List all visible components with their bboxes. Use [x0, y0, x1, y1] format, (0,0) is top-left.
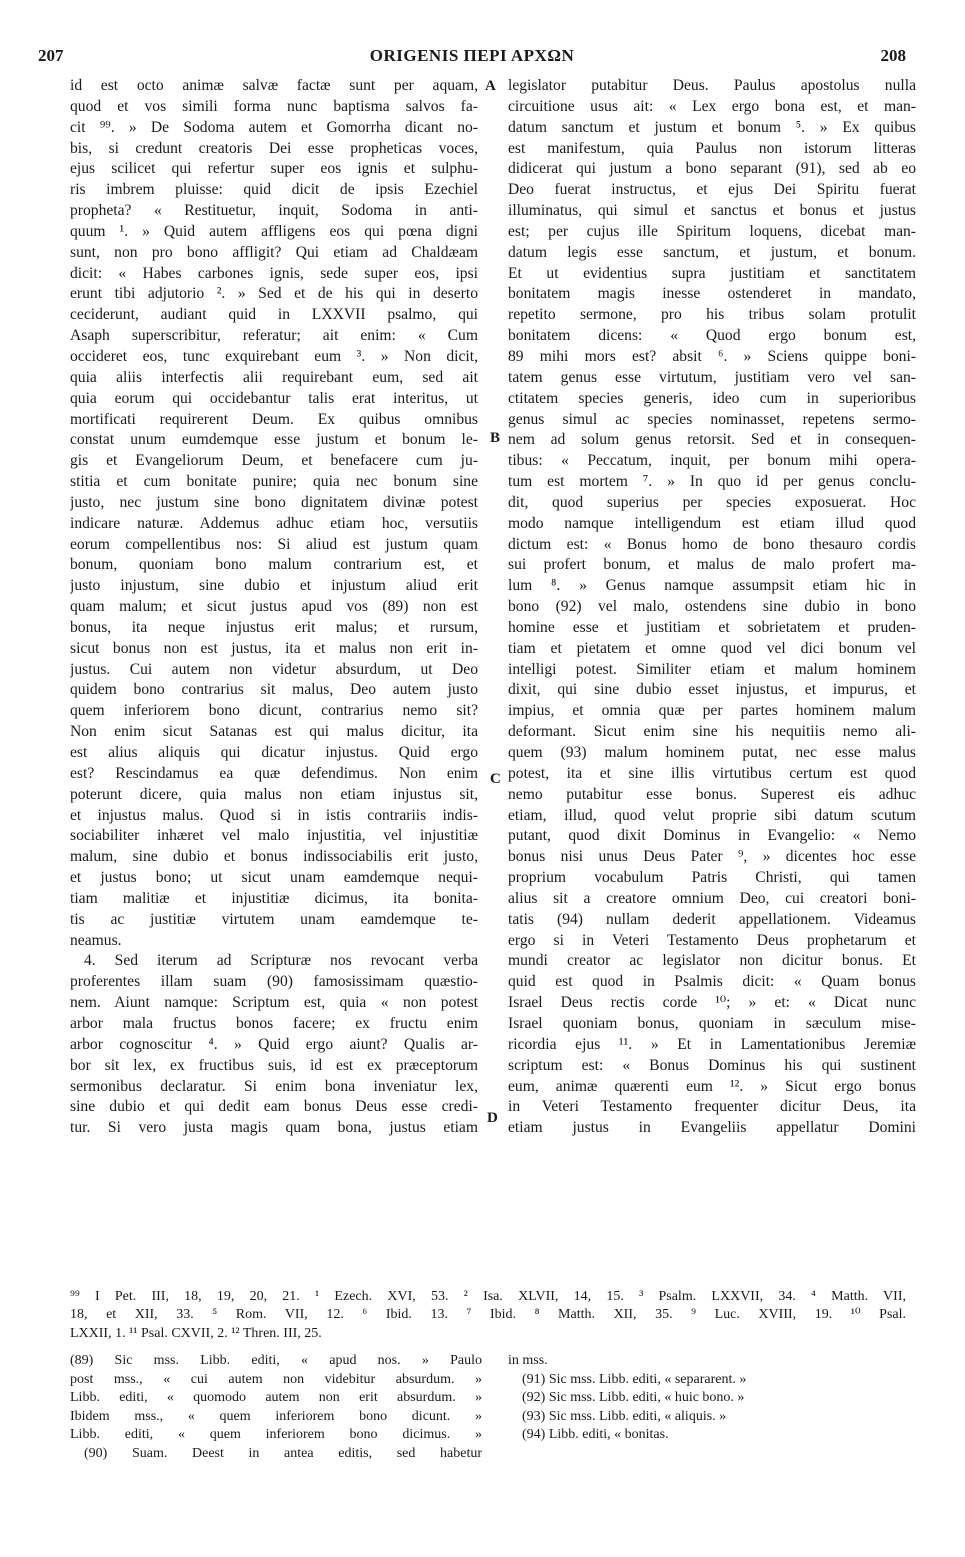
- text-line: Deo fuerat instructus, et ejus Dei Spiritu fuerat: [508, 181, 916, 199]
- text-line: ceciderunt, audiant quid in LXXVII psalmo, qui: [70, 306, 478, 324]
- text-line: intelligi potest. Similiter etiam et malum hominem: [508, 660, 916, 678]
- text-line: etiam justus in Evangeliis appellatur Domini: [508, 1119, 916, 1137]
- text-line: illuminatus, qui simul et sanctus et bonus et justus: [508, 202, 916, 220]
- text-line: tiam et pietatem et omne quod vel dici bonum vel: [508, 639, 916, 657]
- text-line: justus. Cui autem non videtur absurdum, ut Deo: [70, 660, 478, 678]
- text-line: quem inferiorem bono dicunt, contrarius nemo sit?: [70, 702, 478, 720]
- text-line: bis, si credunt creatoris Dei esse propheticas voces,: [70, 139, 478, 157]
- text-line: gis et Evangeliorum Deum, et benefacere cum ju-: [70, 452, 478, 470]
- page-header: [38, 46, 906, 70]
- text-line: 4. Sed iterum ad Scripturæ nos revocant verba: [84, 952, 478, 970]
- text-line: arbor mala fructus bonos facere; ex fructu enim: [70, 1014, 478, 1032]
- text-line: et justus bono; ut sicut unam eamdemque nequi-: [70, 869, 478, 887]
- text-line: potest, ita et sine illis virtutibus certum est quod: [508, 764, 916, 782]
- text-line: est alius aliquis qui dicatur injustus. Quid ergo: [70, 744, 478, 761]
- text-line: deformant. Sicut enim sine his nequitiis nemo ali-: [508, 723, 916, 741]
- text-line: quod et vos simili forma nunc baptisma salvos fa-: [70, 97, 478, 115]
- text-line: homine esse et justitiam et sobrietatem et pruden-: [508, 618, 916, 636]
- text-line: repetito sermone, pro his tribus solam protulit: [508, 306, 916, 324]
- text-line: sunt, non pro bono affligit? Qui etiam ad Chaldæam: [70, 243, 478, 261]
- text-line: mortificati requirerent Deum. Ex quibus omnibus: [70, 410, 478, 428]
- text-line: bonus, ita neque injustus erit malus; et rursum,: [70, 618, 478, 636]
- text-line: cit ⁹⁹. » De Sodoma autem et Gomorrha dicant no-: [70, 118, 478, 136]
- text-line: bonitatem magis inesse ostenderet in mandato,: [508, 285, 916, 303]
- note-line: (93) Sic mss. Libb. editi, « aliquis. »: [522, 1408, 727, 1424]
- text-line: tur. Si vero justa magis quam bona, justus etiam: [70, 1119, 478, 1137]
- text-line: quia eorum qui occidebantur talis erat interitus, ut: [70, 389, 478, 407]
- text-line: proferentes illam suam (90) famosissimam quæstio-: [70, 973, 478, 991]
- text-line: proprium vocabulum Patris Christi, qui tamen: [508, 869, 916, 887]
- text-line: nemo putabitur esse bonus. Superest eis adhuc: [508, 785, 916, 803]
- text-line: constat unum eumdemque esse justum et bonum le-: [70, 431, 478, 449]
- text-line: poterunt dicere, quia malus non etiam injustus sit,: [70, 785, 478, 803]
- text-line: impius, et omnia quæ per partes hominem malum: [508, 702, 916, 720]
- text-line: quam malum; et sicut justus apud vos (89) non est: [70, 598, 478, 616]
- text-line: stitia et cum bonitate punire; quia nec bonum sine: [70, 473, 478, 491]
- text-line: erunt tibi adjutorio ². » Sed et de his qui in deserto: [70, 285, 478, 303]
- text-line: Israel quoniam bonus, quoniam in sæculum mise-: [508, 1014, 916, 1032]
- note-line: (91) Sic mss. Libb. editi, « separarent. »: [522, 1371, 747, 1387]
- text-line: ergo si in Veteri Testamento Deus prophetarum et: [508, 931, 916, 949]
- text-line: dicit: « Habes carbones ignis, sede super eos, ipsi: [70, 264, 478, 282]
- running-title: ORIGENIS ΠΕΡΙ ΑΡΧΩΝ: [369, 46, 575, 65]
- text-line: ricordia ejus ¹¹. » Et in Lamentationibus Jeremiæ: [508, 1035, 916, 1053]
- text-line: et injustus malus. Quod si in istis contrariis indis-: [70, 806, 478, 824]
- text-line: circuitione usus ait: « Lex ergo bona est, et man-: [508, 97, 916, 115]
- text-line: scriptum est: « Bonus Dominus his qui sustinent: [508, 1056, 916, 1074]
- text-line: neamus.: [70, 931, 122, 949]
- text-line: bor sit lex, ex fructibus suis, id est ex præceptorum: [70, 1056, 478, 1074]
- text-line: eorum compellentibus nos: Si aliud est justum quam: [70, 535, 478, 553]
- text-line: dit, quod superius per species exposuerat. Hoc: [508, 493, 916, 511]
- note-line: (90) Suam. Deest in antea editis, sed habetur: [84, 1445, 482, 1461]
- text-line: est; per cujus ille Spiritum loquens, dicebat man-: [508, 222, 916, 240]
- footnote-line: ⁹⁹ I Pet. III, 18, 19, 20, 21. ¹ Ezech. XVI, 53. ² Isa. XLVII, 14, 15. ³ Psalm. LXXVII, 34. ⁴ Matth. VII,: [70, 1289, 906, 1304]
- note-line: Ibidem mss., « quem inferiorem bono dicunt. »: [70, 1408, 482, 1424]
- right-text-column: [508, 76, 916, 1139]
- text-line: est? Rescindamus ea quæ defendimus. Non enim: [70, 764, 478, 782]
- text-line: id est octo animæ salvæ factæ sunt per aquam,: [70, 77, 478, 94]
- text-line: datum sanctum et justum et bonum ⁵. » Ex quibus: [508, 118, 916, 136]
- text-line: putant, quod dixit Dominus in Evangelio: « Nemo: [508, 827, 916, 845]
- text-line: datum legis esse sanctum, et justum, et bonum.: [508, 243, 916, 261]
- text-line: quum ¹. » Quid autem affligens eos qui pœna digni: [70, 222, 478, 240]
- text-line: dixit, qui sine dubio esset injustus, et impurus, et: [508, 681, 916, 699]
- note-line: Libb. editi, « quem inferiorem bono dicimus. »: [70, 1427, 482, 1442]
- text-line: est manifestum, quia Paulus non istorum litteras: [508, 139, 916, 157]
- text-line: dictum est: « Bonus homo de bono thesauro cordis: [508, 535, 916, 553]
- text-line: Non enim sicut Satanas est qui malus dicitur, ita: [70, 723, 478, 741]
- text-line: tibus: « Peccatum, inquit, per bonum mihi opera-: [508, 452, 916, 470]
- text-line: sicut bonus non est justus, ita et malus non erit in-: [70, 639, 478, 657]
- text-line: didicerat qui justum a bono separant (91), sed ab eo: [508, 160, 916, 178]
- text-line: genus simul ac species nominasset, repetens sermo-: [508, 410, 916, 428]
- text-line: quem (93) malum hominem putat, nec esse malus: [508, 744, 916, 761]
- margin-marker-b: B: [490, 430, 501, 446]
- page-number-left: 207: [38, 46, 64, 65]
- text-line: bonum, quoniam bono malum contrarium est, et: [70, 556, 478, 574]
- footnote-line: 18, et XII, 33. ⁵ Rom. VII, 12. ⁶ Ibid. 13. ⁷ Ibid. ⁸ Matth. XII, 35. ⁹ Luc. XVIII, 19. ¹⁰ Psal.: [70, 1307, 906, 1323]
- text-line: Israel Deus rectis corde ¹⁰; » et: « Dicat nunc: [508, 994, 916, 1012]
- footnote-line: LXXII, 1. ¹¹ Psal. CXVII, 2. ¹² Thren. III, 25.: [70, 1325, 322, 1341]
- text-line: legislator putabitur Deus. Paulus apostolus nulla: [508, 77, 916, 94]
- left-text-column: [70, 76, 478, 1139]
- text-line: tatem genus esse virtutum, justitiam vero vel san-: [508, 368, 916, 386]
- note-line: (94) Libb. editi, « bonitas.: [522, 1427, 669, 1442]
- text-line: bono (92) vel malo, ostendens sine dubio in bono: [508, 598, 916, 616]
- text-line: quidem bono contrarius sit malus, Deo autem justo: [70, 681, 478, 699]
- text-line: alius sit a creatore omnium Deo, cui creatori boni-: [508, 889, 916, 907]
- text-line: quid est quod in Psalmis dicit: « Quam bonus: [508, 973, 916, 991]
- text-line: ctitatem species generis, ideo cum in superioribus: [508, 389, 916, 407]
- text-line: bonus nisi unus Deus Pater ⁹, » dicentes hoc esse: [508, 848, 916, 866]
- text-line: quia aliis interfectis alii requirebant eum, sed ait: [70, 368, 478, 386]
- text-line: tiam malitiæ et injustitiæ dicimus, ita bonita-: [70, 889, 478, 907]
- text-line: lum ⁸. » Genus namque assumpsit etiam hic in: [508, 577, 916, 595]
- note-line: post mss., « cui autem non videbitur absurdum. »: [70, 1371, 482, 1387]
- text-line: occideret eos, tunc exquirebant eum ³. » Non dicit,: [70, 347, 478, 365]
- note-line: Libb. editi, « quomodo autem non erit absurdum. »: [70, 1390, 482, 1405]
- note-line: in mss.: [508, 1353, 548, 1368]
- text-line: tatis (94) nullam dederit appellationem. Videamus: [508, 910, 916, 928]
- text-line: modo namque intelligendum est etiam illud quod: [508, 514, 916, 532]
- text-line: eum, animæ quærenti eum ¹². » Sicut ergo bonus: [508, 1077, 916, 1095]
- note-line: (89) Sic mss. Libb. editi, « apud nos. » Paulo: [70, 1353, 482, 1368]
- text-line: justo injustum, sine dubio et injustum aliud erit: [70, 577, 478, 595]
- footnote-references: [70, 1288, 906, 1343]
- text-line: arbor cognoscitur ⁴. » Quid ergo aiunt? Qualis ar-: [70, 1035, 478, 1053]
- text-line: in Veteri Testamento frequenter dicitur Deus, ita: [508, 1098, 916, 1116]
- critical-notes-left: [70, 1352, 482, 1463]
- text-line: Asaph superscribitur, referatur; ait enim: « Cum: [70, 327, 478, 345]
- text-line: bonitatem dicens: « Quod ergo bonum est,: [508, 327, 916, 345]
- text-line: sui profert bonum, et malus de malo profert ma-: [508, 556, 916, 574]
- critical-notes-right: [508, 1352, 908, 1445]
- text-line: etiam, illud, quod velut proprie sibi datum scutum: [508, 806, 916, 824]
- text-line: tum est mortem ⁷. » In quo id per genus conclu-: [508, 473, 916, 491]
- text-line: malum, sine dubio et bonus indissociabilis erit justo,: [70, 848, 478, 866]
- text-line: nem. Aiunt namque: Scriptum est, quia « non potest: [70, 994, 478, 1012]
- text-line: tis ac justitiæ virtutem unam eamdemque te-: [70, 910, 478, 928]
- text-line: sine dubio et qui dedit eam bonus Deus esse credi-: [70, 1098, 478, 1116]
- margin-marker-c: C: [490, 771, 501, 787]
- note-line: (92) Sic mss. Libb. editi, « huic bono. »: [522, 1390, 745, 1405]
- text-line: sociabiliter inhæret vel malo injustitia, vel injustitiæ: [70, 827, 478, 845]
- text-line: nem ad solum genus retorsit. Sed et in consequen-: [508, 431, 916, 449]
- margin-marker-d: D: [487, 1110, 498, 1126]
- text-line: Et ut evidentius supra justitiam et sanctitatem: [508, 264, 916, 282]
- text-line: ejus scilicet qui refertur super eos ignis et sulphu-: [70, 160, 478, 178]
- text-line: indicare naturæ. Addemus adhuc etiam hoc, versutiis: [70, 514, 478, 532]
- text-line: propheta? « Restituetur, inquit, Sodoma in anti-: [70, 202, 478, 220]
- text-line: justo, nec justum sine bono dignitatem divinæ potest: [70, 493, 478, 511]
- text-line: ris imbrem pluisse: quid dicit de ipsis Ezechiel: [70, 181, 478, 199]
- margin-marker-a: A: [485, 78, 496, 94]
- text-line: mundi creator ac legislator non dicitur bonus. Et: [508, 952, 916, 970]
- text-line: 89 mihi mors est? absit ⁶. » Sciens quippe boni-: [508, 347, 916, 365]
- text-line: sermonibus declaratur. Si enim bona inveniatur lex,: [70, 1077, 478, 1095]
- page-number-right: 208: [880, 46, 906, 65]
